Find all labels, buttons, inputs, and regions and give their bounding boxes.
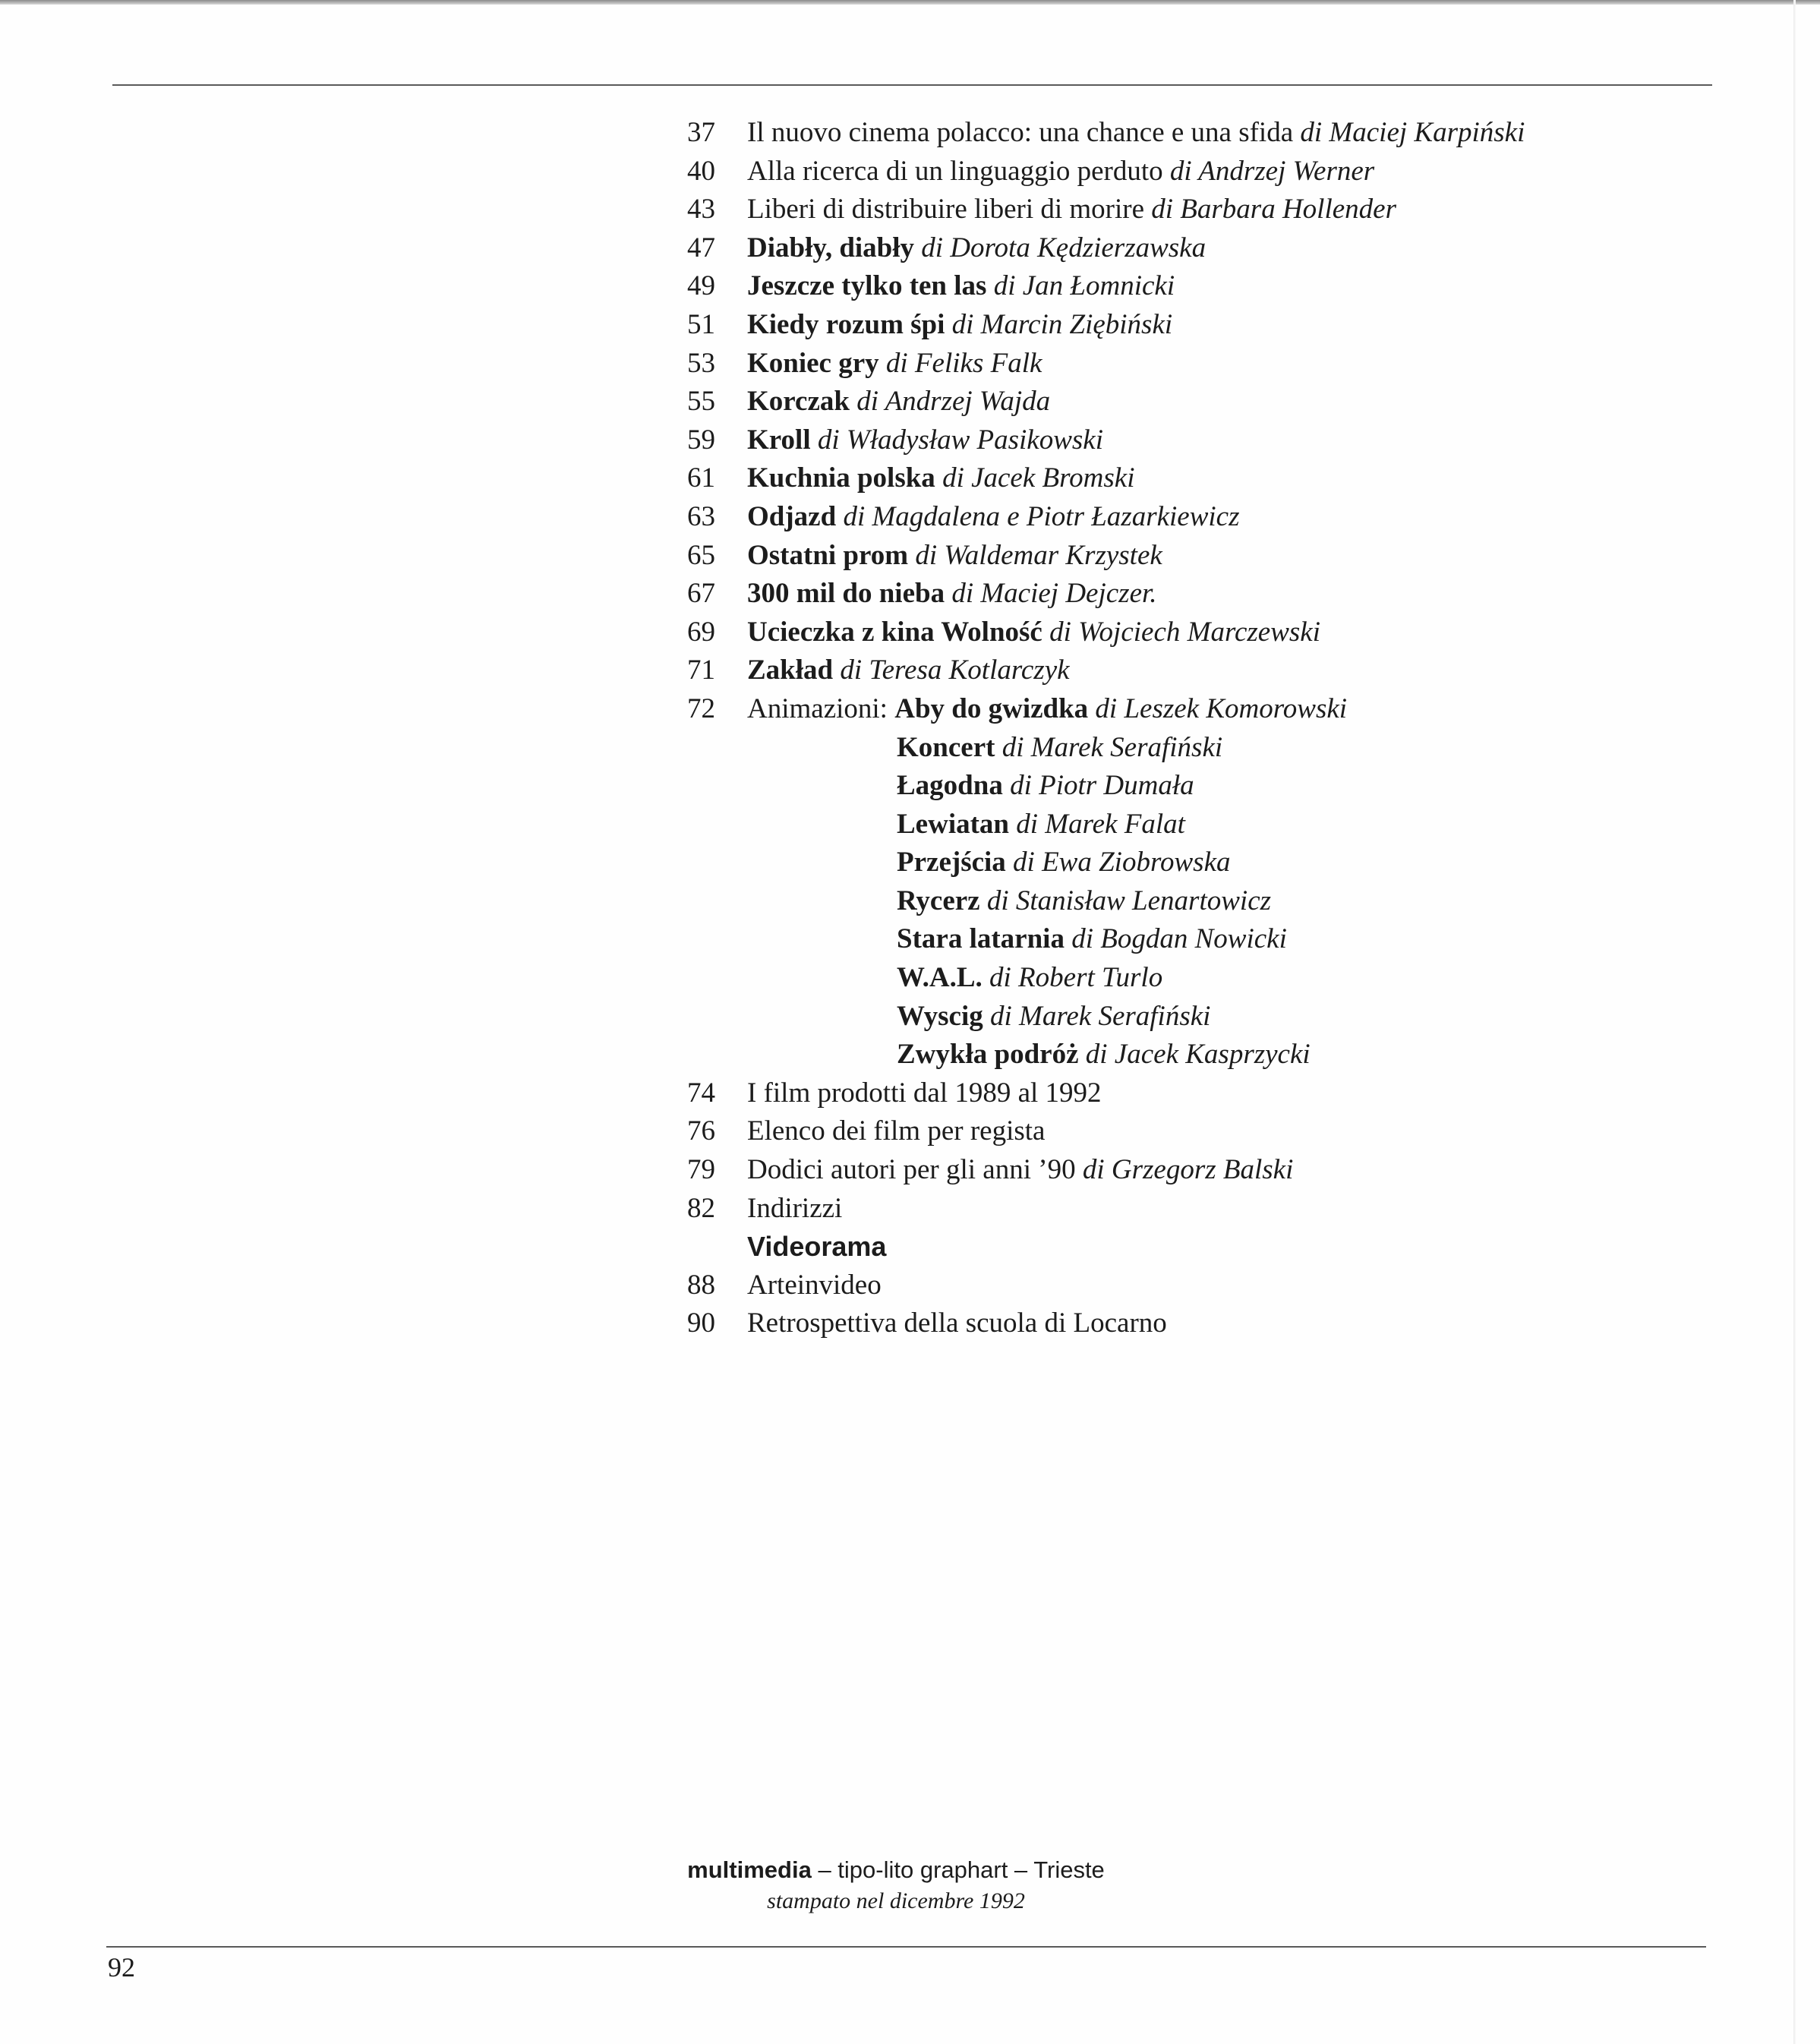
toc-film-title: Zwykła podróż xyxy=(897,1039,1079,1071)
toc-entry-text xyxy=(747,614,1320,652)
scan-top-edge xyxy=(0,0,1820,5)
toc-entry-text xyxy=(747,1151,1293,1190)
toc-page-number: 69 xyxy=(687,616,715,648)
toc-entry xyxy=(668,1190,1655,1229)
toc-author: di Stanisław Lenartowicz xyxy=(986,885,1272,916)
toc-page-number: 49 xyxy=(687,270,715,302)
toc-author: di Maciej Dejczer. xyxy=(951,578,1157,610)
toc-film-title: W.A.L. xyxy=(897,962,983,994)
colophon-printer: – tipo-lito graphart – Trieste xyxy=(811,1856,1105,1883)
toc-entry xyxy=(668,229,1655,268)
colophon-publisher: multimedia xyxy=(687,1856,812,1883)
toc-entry xyxy=(668,421,1655,460)
colophon-date: stampato nel dicembre 1992 xyxy=(767,1888,1025,1913)
toc-author: di Władysław Pasikowski xyxy=(817,424,1103,456)
toc-film-title: Kroll xyxy=(747,424,811,456)
toc-entry-text xyxy=(897,1036,1311,1074)
toc-author: di Jan Łomnicki xyxy=(993,270,1175,302)
toc-entry-text xyxy=(747,651,1070,690)
toc-entry-text xyxy=(747,1074,1102,1113)
toc-entry xyxy=(668,191,1655,229)
toc-section-heading: Videorama xyxy=(747,1231,887,1263)
toc-page-number: 43 xyxy=(687,194,715,226)
toc-film-title: Kiedy rozum śpi xyxy=(747,308,945,340)
toc-entry xyxy=(668,729,1655,768)
toc-page-number: 82 xyxy=(687,1192,715,1224)
toc-film-title: Korczak xyxy=(747,386,850,418)
toc-page-number: 67 xyxy=(687,578,715,610)
bottom-rule xyxy=(106,1946,1706,1948)
scan-right-edge xyxy=(1793,0,1796,2044)
toc-author: di Marek Falat xyxy=(1016,808,1185,840)
toc-entry-text xyxy=(747,1266,882,1305)
toc-film-title: Ostatni prom xyxy=(747,539,909,571)
toc-entry-text xyxy=(747,1228,886,1267)
toc-page-number: 47 xyxy=(687,232,715,263)
top-rule xyxy=(112,84,1712,86)
toc-film-title: Odjazd xyxy=(747,500,837,532)
toc-entry-text xyxy=(747,690,1347,729)
toc-author: di Marek Serafiński xyxy=(1001,731,1223,763)
toc-page-number: 65 xyxy=(687,539,715,571)
toc-entry-title: Retrospettiva della scuola di Locarno xyxy=(747,1307,1167,1339)
toc-entry xyxy=(668,383,1655,421)
toc-entry-text xyxy=(747,1112,1045,1151)
toc-author: di Barbara Hollender xyxy=(1151,194,1396,226)
toc-entry xyxy=(668,998,1655,1036)
toc-entry xyxy=(668,690,1655,729)
toc-page-number: 76 xyxy=(687,1115,715,1147)
toc-film-title: Koniec gry xyxy=(747,347,879,379)
toc-author: di Marcin Ziębiński xyxy=(951,308,1173,340)
toc-entry-title: Liberi di distribuire liberi di morire xyxy=(747,194,1145,226)
toc-page-number: 88 xyxy=(687,1269,715,1301)
toc-author: di Andrzej Wajda xyxy=(856,386,1051,418)
toc-page-number: 51 xyxy=(687,308,715,340)
toc-page-number: 74 xyxy=(687,1077,715,1109)
toc-entry-text xyxy=(747,345,1042,383)
toc-page-number: 37 xyxy=(687,117,715,148)
toc-entry-title: Arteinvideo xyxy=(747,1269,882,1301)
page-number: 92 xyxy=(108,1952,135,1982)
toc-author: di Jacek Bromski xyxy=(942,462,1135,494)
toc-entry-text xyxy=(747,1190,842,1229)
toc-page-number: 55 xyxy=(687,386,715,418)
toc-entry xyxy=(668,614,1655,652)
toc-page-number: 72 xyxy=(687,692,715,724)
toc-film-title: Przejścia xyxy=(897,847,1006,878)
toc-entry-text xyxy=(897,806,1185,844)
toc-author: di Robert Turlo xyxy=(989,962,1163,994)
toc-author: di Grzegorz Balski xyxy=(1082,1154,1294,1186)
toc-entry xyxy=(668,1304,1655,1343)
toc-film-title: Rycerz xyxy=(897,885,980,916)
toc-entry xyxy=(668,959,1655,998)
toc-entry-text xyxy=(897,882,1271,921)
toc-author: di Feliks Falk xyxy=(885,347,1042,379)
toc-entry xyxy=(668,345,1655,383)
toc-entry xyxy=(668,575,1655,614)
toc-page-number: 59 xyxy=(687,424,715,456)
toc-entry-text xyxy=(897,729,1222,768)
toc-author: di Jacek Kasprzycki xyxy=(1085,1039,1311,1071)
toc-film-title: Kuchnia polska xyxy=(747,462,935,494)
toc-entry xyxy=(668,306,1655,345)
toc-page-number: 53 xyxy=(687,347,715,379)
toc-page-number: 61 xyxy=(687,462,715,494)
toc-author: di Dorota Kędzierzawska xyxy=(921,232,1206,263)
toc-entry xyxy=(668,806,1655,844)
toc-entry xyxy=(668,844,1655,882)
toc-entry-text xyxy=(747,421,1103,460)
toc-entry xyxy=(668,1228,1655,1266)
colophon-printer-line xyxy=(683,1854,1109,1886)
toc-film-title: Wyscig xyxy=(897,1000,983,1032)
toc-page-number: 90 xyxy=(687,1307,715,1339)
toc-entry-title: Indirizzi xyxy=(747,1192,843,1224)
toc-entry xyxy=(668,537,1655,576)
toc-entry xyxy=(668,1151,1655,1190)
toc-author: di Ewa Ziobrowska xyxy=(1013,847,1231,878)
toc-entry-text xyxy=(897,959,1162,998)
toc-entry-text xyxy=(747,459,1134,498)
toc-entry-title: Dodici autori per gli anni ’90 xyxy=(747,1154,1076,1186)
toc-entry xyxy=(668,651,1655,690)
toc-entry xyxy=(668,498,1655,537)
toc-entry-title: I film prodotti dal 1989 al 1992 xyxy=(747,1077,1102,1109)
toc-entry-text xyxy=(747,306,1172,345)
toc-film-title: Lewiatan xyxy=(897,808,1009,840)
toc-entry-text xyxy=(747,114,1525,153)
toc-film-title: Diabły, diabły xyxy=(747,232,915,263)
toc-author: di Teresa Kotlarczyk xyxy=(840,655,1070,686)
table-of-contents xyxy=(668,114,1655,1343)
toc-entry-text xyxy=(747,498,1240,537)
toc-entry-title: Alla ricerca di un linguaggio perduto xyxy=(747,155,1163,187)
toc-entry xyxy=(668,114,1655,153)
toc-film-title: Aby do gwizdka xyxy=(894,692,1089,724)
colophon xyxy=(683,1854,1109,1916)
toc-entry-text xyxy=(747,153,1374,191)
toc-entry-text xyxy=(747,383,1050,421)
toc-page-number: 79 xyxy=(687,1154,715,1186)
toc-entry-text xyxy=(897,998,1210,1036)
toc-entry xyxy=(668,459,1655,498)
toc-page-number: 71 xyxy=(687,655,715,686)
toc-entry-text xyxy=(897,920,1287,959)
toc-entry-text xyxy=(747,537,1162,576)
toc-entry xyxy=(668,1036,1655,1074)
toc-author: di Wojciech Marczewski xyxy=(1049,616,1320,648)
toc-entry-text xyxy=(747,1304,1167,1343)
toc-entry-text xyxy=(897,844,1231,882)
toc-entry-text xyxy=(747,229,1206,268)
toc-page-number: 63 xyxy=(687,500,715,532)
toc-entry-title: Animazioni: xyxy=(747,692,888,724)
toc-author: di Maciej Karpiński xyxy=(1300,117,1525,148)
toc-film-title: Jeszcze tylko ten las xyxy=(747,270,987,302)
toc-entry-title: Il nuovo cinema polacco: una chance e una sfida xyxy=(747,117,1294,148)
toc-entry-text xyxy=(747,267,1175,306)
toc-film-title: Łagodna xyxy=(897,770,1003,802)
toc-entry-text xyxy=(747,575,1157,614)
toc-author: di Marek Serafiński xyxy=(989,1000,1211,1032)
toc-entry xyxy=(668,1266,1655,1305)
toc-entry-title: Elenco dei film per regista xyxy=(747,1115,1046,1147)
toc-entry-text xyxy=(897,767,1194,806)
toc-author: di Piotr Dumała xyxy=(1010,770,1194,802)
toc-entry xyxy=(668,767,1655,806)
toc-entry xyxy=(668,1074,1655,1113)
toc-page-number: 40 xyxy=(687,155,715,187)
toc-entry xyxy=(668,882,1655,921)
toc-film-title: 300 mil do nieba xyxy=(747,578,945,610)
toc-entry xyxy=(668,920,1655,959)
toc-entry xyxy=(668,153,1655,191)
toc-film-title: Zakład xyxy=(747,655,834,686)
toc-author: di Bogdan Nowicki xyxy=(1071,923,1287,955)
toc-film-title: Koncert xyxy=(897,731,995,763)
toc-entry xyxy=(668,267,1655,306)
toc-author: di Magdalena e Piotr Łazarkiewicz xyxy=(843,500,1240,532)
toc-entry-text xyxy=(747,191,1396,229)
toc-author: di Andrzej Werner xyxy=(1169,155,1375,187)
toc-author: di Waldemar Krzystek xyxy=(915,539,1162,571)
toc-entry xyxy=(668,1112,1655,1151)
toc-author: di Leszek Komorowski xyxy=(1095,692,1348,724)
toc-film-title: Stara latarnia xyxy=(897,923,1065,955)
toc-film-title: Ucieczka z kina Wolność xyxy=(747,616,1042,648)
